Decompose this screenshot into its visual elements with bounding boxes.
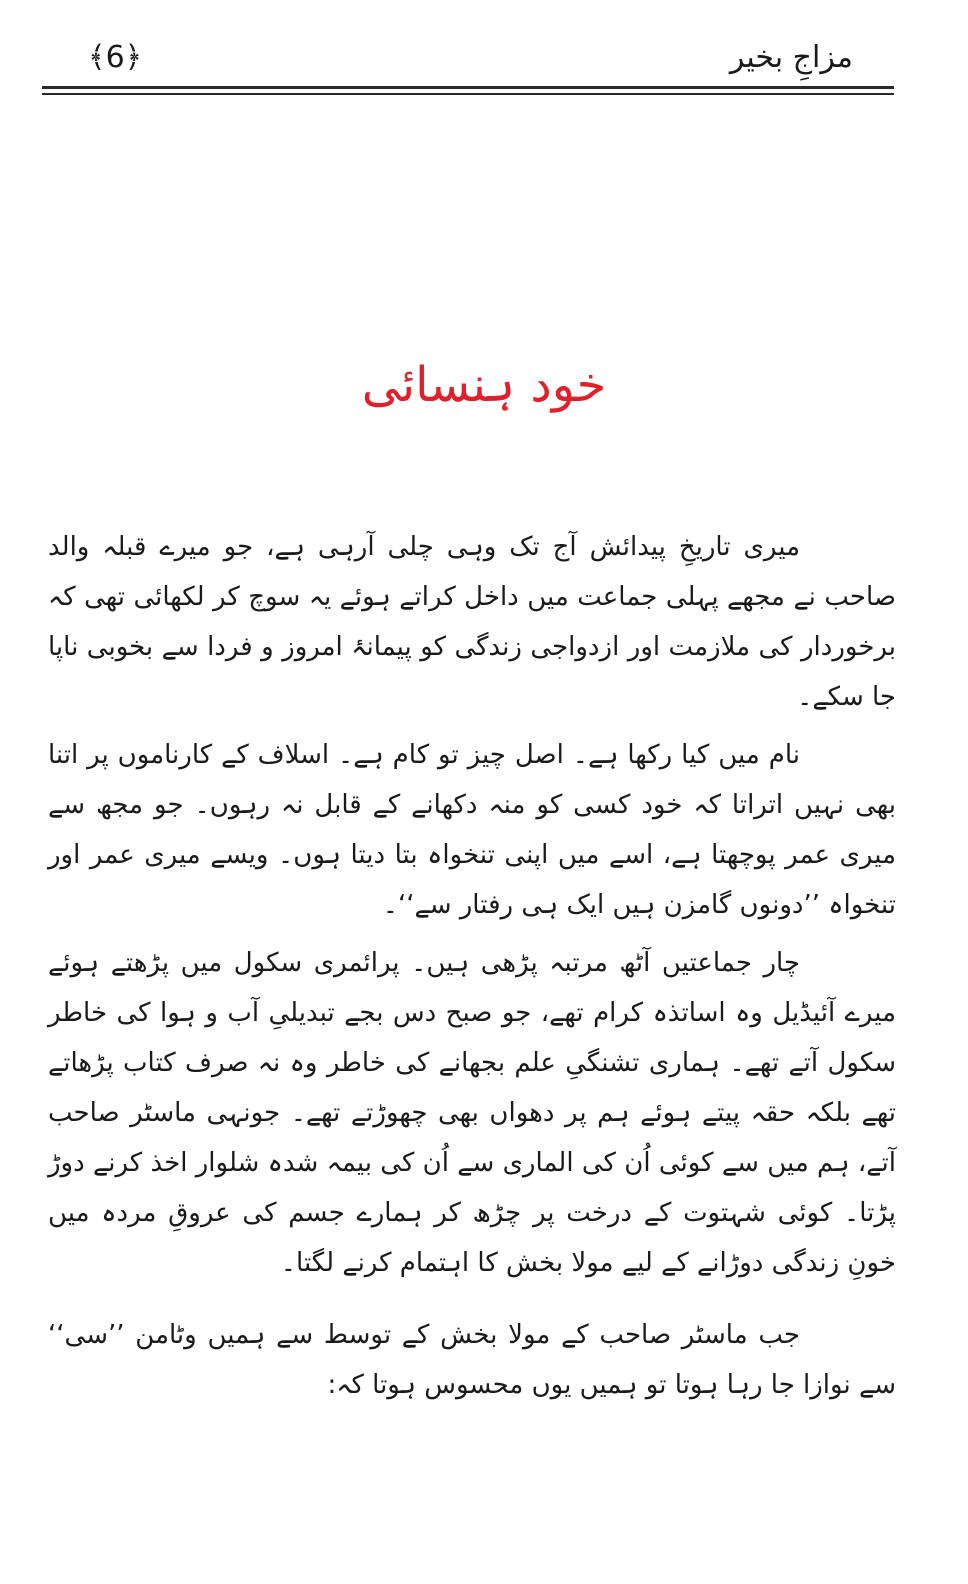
paragraph-4: جب ماسٹر صاحب کے مولا بخش کے توسط سے ہمیں وٹامن ’’سی‘‘ سے نوازا جا رہا ہوتا تو ہمیں یوں محسوس ہوتا کہ:	[48, 1320, 896, 1400]
chapter-title: خود ہنسائی	[361, 357, 607, 413]
paragraph-3: چار جماعتیں آٹھ مرتبہ پڑھی ہیں۔ پرائمری سکول میں پڑھتے ہوئے میرے آئیڈیل وہ اساتذہ کرام تھے، جو صبح دس بجے تبدیلیِ آب و ہوا کی خاطر سکول آتے تھے۔ ہماری تشنگیِ علم بجھانے کی خاطر وہ نہ صرف کتاب پڑھاتے تھے بلکہ حقہ پیتے ہوئے ہم پر دھواں بھی چھوڑتے تھے۔ جونہی ماسٹر صاحب آتے، ہم میں سے کوئی اُن کی الماری سے اُن کی بیمہ شدہ شلوار اخذ کرنے دوڑ پڑتا۔ کوئی شہتوت کے درخت پر چڑھ کر ہمارے جسم کی عروقِ مردہ میں خونِ زندگی دوڑانے کے لیے مولا بخش کا اہتمام کرنے لگتا۔	[48, 948, 896, 1278]
body-text	[48, 522, 896, 1418]
running-title: مزاجِ بخیر	[729, 40, 853, 75]
header-rule-top	[42, 86, 894, 89]
paragraph-2: نام میں کیا رکھا ہے۔ اصل چیز تو کام ہے۔ اسلاف کے کارناموں پر اتنا بھی نہیں اتراتا کہ خود کسی کو منہ دکھانے کے قابل نہ رہوں۔ جو مجھ سے میری عمر پوچھتا ہے، اسے میں اپنی تنخواہ بتا دیتا ہوں۔ ویسے میری عمر اور تنخواہ ’’دونوں گامزن ہیں ایک ہی رفتار سے‘‘۔	[48, 740, 896, 920]
header-rule-bottom	[42, 93, 894, 95]
page-number: ﴾6﴿	[88, 40, 143, 75]
paragraph-1: میری تاریخِ پیدائش آج تک وہی چلی آرہی ہے، جو میرے قبلہ والد صاحب نے مجھے پہلی جماعت میں داخل کراتے ہوئے یہ سوچ کر لکھائی تھی کہ برخوردار کی ملازمت اور ازدواجی زندگی کو پیمانۂ امروز و فردا سے بخوبی ناپا جا سکے۔	[48, 532, 897, 712]
page-header	[0, 0, 968, 100]
